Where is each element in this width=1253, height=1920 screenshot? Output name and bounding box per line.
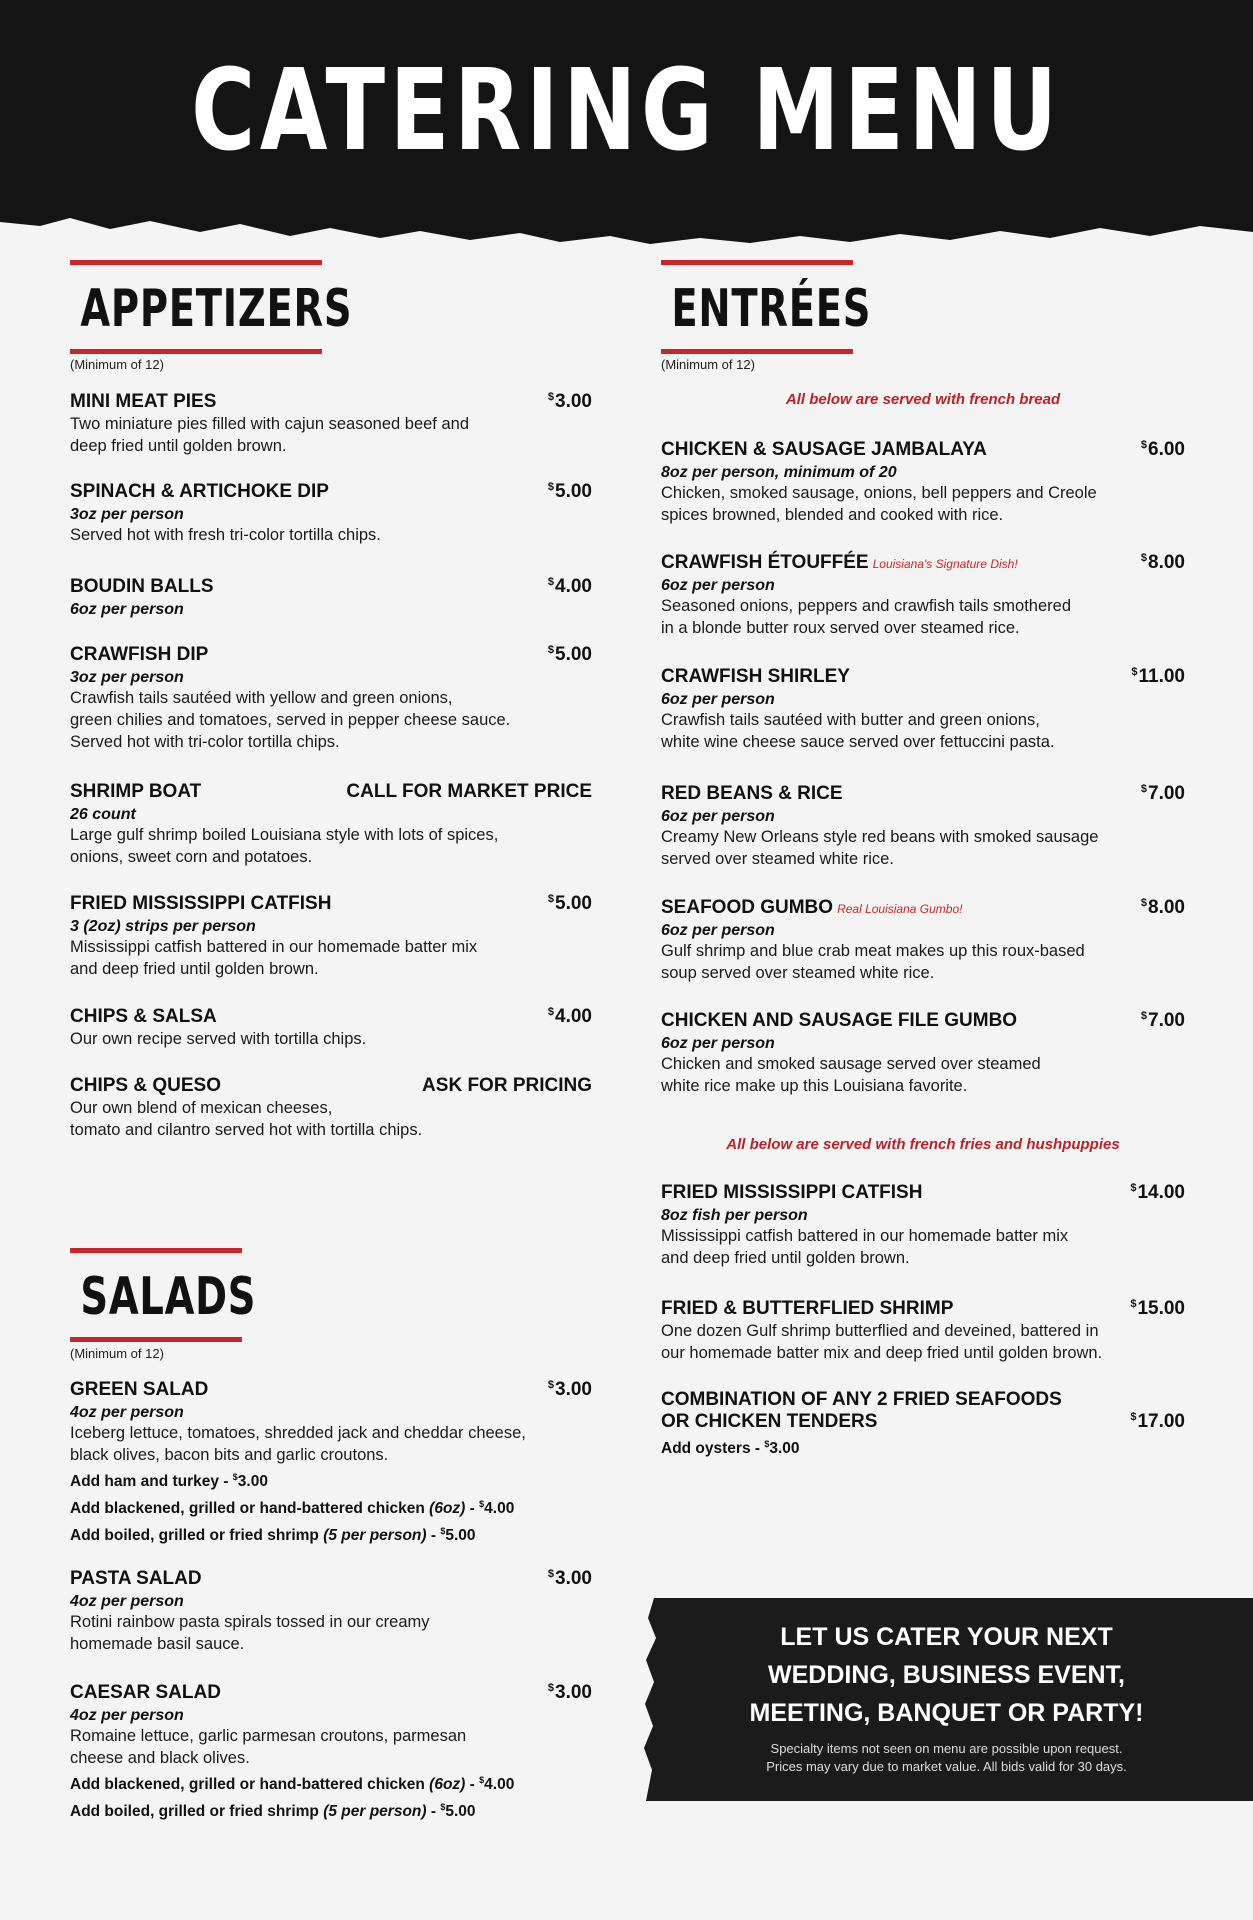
item-price [548, 644, 592, 666]
item-row [70, 481, 592, 503]
item-price [1130, 1411, 1185, 1433]
item-price-text: CALL FOR MARKET PRICE [346, 781, 592, 802]
currency-symbol: $ [547, 391, 555, 403]
price-value: 8.00 [1148, 897, 1185, 918]
item-title [661, 783, 843, 805]
currency-symbol: $ [1140, 1010, 1148, 1022]
item-description-line: onions, sweet corn and potatoes. [70, 848, 313, 866]
addon-price: 3.00 [769, 1440, 800, 1457]
currency-symbol: $ [764, 1439, 770, 1449]
addon-portion: (5 per person) [323, 1527, 427, 1544]
item-description-line: in a blonde butter roux served over steamed rice. [661, 619, 1020, 637]
item-portion: 26 count [70, 806, 136, 823]
item-row [661, 1182, 1185, 1204]
price-value: 4.00 [555, 576, 592, 597]
item-title [70, 481, 329, 503]
currency-symbol: $ [1130, 1298, 1137, 1310]
promo-line-2: WEDDING, BUSINESS EVENT, [768, 1661, 1125, 1689]
item-description-line: cheese and black olives. [70, 1749, 250, 1767]
salads-heading: SALADS [70, 1248, 242, 1342]
addon-text: Add blackened, grilled or hand-battered chicken [70, 1500, 430, 1517]
item-name: FRIED MISSISSIPPI CATFISH [661, 1182, 923, 1203]
item-row [70, 391, 592, 413]
currency-symbol: $ [232, 1472, 238, 1482]
menu-item [661, 1010, 1185, 1097]
addon-text: Add ham and turkey - [70, 1473, 233, 1490]
item-name: RED BEANS & RICE [661, 783, 843, 804]
price-value: 3.00 [555, 1682, 592, 1703]
currency-symbol: $ [1130, 1182, 1137, 1194]
appetizers-minimum: (Minimum of 12) [70, 357, 164, 372]
item-name: SEAFOOD GUMBO [661, 897, 834, 918]
item-row [70, 1006, 592, 1028]
currency-symbol: $ [1130, 1411, 1137, 1423]
addon-text: Add boiled, grilled or fried shrimp [70, 1803, 324, 1820]
currency-symbol: $ [547, 1379, 555, 1391]
menu-item [70, 1075, 592, 1141]
item-price [1130, 1298, 1185, 1320]
item-row [70, 644, 592, 666]
menu-item [70, 576, 592, 619]
item-price [548, 576, 592, 598]
item-name: FRIED MISSISSIPPI CATFISH [70, 893, 332, 914]
item-title [661, 1182, 922, 1204]
item-row [70, 1682, 592, 1704]
item-description-line: Romaine lettuce, garlic parmesan croutons, parmesan [70, 1727, 467, 1745]
item-description-line: Large gulf shrimp boiled Louisiana style with lots of spices, [70, 826, 499, 844]
salads-minimum: (Minimum of 12) [70, 1346, 164, 1361]
item-title [661, 1389, 1062, 1433]
item-name: CAESAR SALAD [70, 1682, 221, 1703]
catering-promo-box [640, 1598, 1253, 1801]
item-row [661, 666, 1185, 688]
item-portion: 6oz per person [661, 808, 775, 825]
item-price [548, 391, 592, 413]
addon-price: 4.00 [484, 1776, 515, 1793]
currency-symbol: $ [1140, 897, 1148, 909]
currency-symbol: $ [479, 1499, 485, 1509]
addon-portion: (6oz) [429, 1776, 466, 1793]
currency-symbol: $ [547, 1568, 555, 1580]
item-title [70, 1075, 221, 1097]
item-portion: 4oz per person [70, 1404, 184, 1421]
price-value: 8.00 [1148, 552, 1185, 573]
item-description-line: our homemade batter mix and deep fried until golden brown. [661, 1344, 1103, 1362]
price-value: 14.00 [1137, 1182, 1185, 1203]
item-row [70, 781, 592, 803]
item-addon [70, 1520, 592, 1547]
currency-symbol: $ [547, 481, 555, 493]
price-value: 6.00 [1148, 439, 1185, 460]
menu-item [70, 781, 592, 868]
item-portion: 6oz per person [661, 922, 775, 939]
item-description-line: black olives, bacon bits and garlic croutons. [70, 1446, 389, 1464]
item-row [661, 1298, 1185, 1320]
item-description-line: Crawfish tails sautéed with yellow and green onions, [70, 689, 453, 707]
item-row [661, 439, 1185, 461]
addon-portion: (5 per person) [323, 1803, 427, 1820]
item-title [70, 893, 331, 915]
currency-symbol: $ [547, 1682, 555, 1694]
addon-separator: - [465, 1500, 480, 1517]
addon-separator: - [426, 1527, 441, 1544]
item-description-line: Rotini rainbow pasta spirals tossed in our creamy [70, 1613, 430, 1631]
addon-text: Add boiled, grilled or fried shrimp [70, 1527, 324, 1544]
item-name: CRAWFISH SHIRLEY [661, 666, 850, 687]
item-row [70, 576, 592, 598]
menu-item [661, 1389, 1185, 1460]
price-value: 3.00 [555, 391, 592, 412]
promo-line-3: MEETING, BANQUET OR PARTY! [749, 1699, 1144, 1727]
item-title [70, 1006, 217, 1028]
left-column [70, 0, 592, 1920]
currency-symbol: $ [547, 1006, 555, 1018]
item-description-line: Served hot with fresh tri-color tortilla chips. [70, 526, 381, 544]
promo-line-1: LET US CATER YOUR NEXT [780, 1623, 1113, 1651]
item-title [70, 781, 201, 803]
addon-text: Add blackened, grilled or hand-battered chicken [70, 1776, 430, 1793]
item-name: CRAWFISH DIP [70, 644, 209, 665]
item-name-line2: OR CHICKEN TENDERS [661, 1411, 878, 1432]
item-price [1141, 783, 1185, 805]
item-price [548, 1379, 592, 1401]
item-portion: 3oz per person [70, 506, 184, 523]
item-addon [70, 1769, 592, 1796]
price-value: 17.00 [1137, 1411, 1185, 1432]
menu-item [661, 666, 1185, 753]
item-title [661, 666, 850, 688]
item-row [661, 1010, 1185, 1032]
currency-symbol: $ [479, 1775, 485, 1785]
menu-item [70, 1379, 592, 1547]
item-name: FRIED & BUTTERFLIED SHRIMP [661, 1298, 954, 1319]
item-price [548, 1006, 592, 1028]
item-price [1141, 897, 1185, 919]
item-description-line: served over steamed white rice. [661, 850, 894, 868]
menu-item [70, 1568, 592, 1655]
item-description-line: soup served over steamed white rice. [661, 964, 935, 982]
price-value: 15.00 [1137, 1298, 1185, 1319]
item-name: CHICKEN AND SAUSAGE FILE GUMBO [661, 1010, 1018, 1031]
item-price [1141, 439, 1185, 461]
item-row [661, 1389, 1185, 1433]
item-portion: 4oz per person [70, 1593, 184, 1610]
item-description-line: Iceberg lettuce, tomatoes, shredded jack and cheddar cheese, [70, 1424, 526, 1442]
item-price [548, 1682, 592, 1704]
addon-separator: - [426, 1803, 441, 1820]
promo-small-2: Prices may vary due to market value. All bids valid for 30 days. [766, 1759, 1127, 1774]
item-portion: 6oz per person [661, 691, 775, 708]
item-title [661, 897, 962, 919]
item-addon [661, 1433, 1185, 1460]
item-name: SPINACH & ARTICHOKE DIP [70, 481, 329, 502]
addon-price: 5.00 [445, 1527, 476, 1544]
item-description-line: Our own blend of mexican cheeses, [70, 1099, 333, 1117]
right-column [661, 0, 1185, 1600]
appetizers-heading: APPETIZERS [70, 260, 322, 354]
item-portion: 6oz per person [661, 1035, 775, 1052]
item-row [661, 783, 1185, 805]
item-name: CHIPS & QUESO [70, 1075, 221, 1096]
item-price [1131, 666, 1185, 688]
item-portion: 4oz per person [70, 1707, 184, 1724]
item-name: BOUDIN BALLS [70, 576, 214, 597]
item-description-line: spices browned, blended and cooked with rice. [661, 506, 1004, 524]
item-description-line: Gulf shrimp and blue crab meat makes up this roux-based [661, 942, 1085, 960]
entrees-note-fries: All below are served with french fries and hushpuppies [726, 1136, 1120, 1153]
item-description-line: and deep fried until golden brown. [70, 960, 319, 978]
addon-price: 4.00 [484, 1500, 515, 1517]
currency-symbol: $ [1131, 666, 1138, 678]
price-value: 4.00 [555, 1006, 592, 1027]
item-description-line: homemade basil sauce. [70, 1635, 245, 1653]
item-price [548, 481, 592, 503]
item-title [661, 552, 1018, 574]
item-name: CHIPS & SALSA [70, 1006, 217, 1027]
addon-portion: (6oz) [429, 1500, 466, 1517]
currency-symbol: $ [440, 1526, 446, 1536]
currency-symbol: $ [440, 1802, 446, 1812]
item-description-line: and deep fried until golden brown. [661, 1249, 910, 1267]
item-description-line: Chicken, smoked sausage, onions, bell peppers and Creole [661, 484, 1097, 502]
menu-item [661, 439, 1185, 526]
item-price [548, 1568, 592, 1590]
item-title [661, 1298, 953, 1320]
price-value: 11.00 [1138, 666, 1185, 687]
currency-symbol: $ [547, 644, 555, 656]
menu-item [70, 481, 592, 546]
item-portion: 8oz fish per person [661, 1207, 808, 1224]
item-addon [70, 1466, 592, 1493]
item-row [661, 552, 1185, 574]
menu-item [70, 391, 592, 457]
item-price [1141, 1010, 1185, 1032]
menu-item [661, 1182, 1185, 1269]
item-price [1130, 1182, 1185, 1204]
item-title [70, 1568, 202, 1590]
price-value: 7.00 [1148, 783, 1185, 804]
item-description-line: white rice make up this Louisiana favorite. [661, 1077, 968, 1095]
item-description-line: tomato and cilantro served hot with tortilla chips. [70, 1121, 423, 1139]
item-addon [70, 1796, 592, 1823]
item-description-line: Our own recipe served with tortilla chips. [70, 1030, 367, 1048]
item-row [70, 893, 592, 915]
addon-separator: - [465, 1776, 480, 1793]
item-addon [70, 1493, 592, 1520]
item-description-line: Two miniature pies filled with cajun seasoned beef and [70, 415, 469, 433]
addon-price: 3.00 [237, 1473, 268, 1490]
item-title [661, 439, 987, 461]
item-title [70, 1379, 208, 1401]
item-description-line: Chicken and smoked sausage served over steamed [661, 1055, 1041, 1073]
item-name: PASTA SALAD [70, 1568, 202, 1589]
currency-symbol: $ [1140, 552, 1148, 564]
item-description-line: Mississippi catfish battered in our homemade batter mix [661, 1227, 1069, 1245]
item-title [661, 1010, 1017, 1032]
item-name: SHRIMP BOAT [70, 781, 202, 802]
item-title [70, 1682, 221, 1704]
menu-item [70, 1682, 592, 1823]
item-portion: 8oz per person, minimum of 20 [661, 464, 897, 481]
entrees-minimum: (Minimum of 12) [661, 357, 755, 372]
menu-item [70, 644, 592, 753]
item-row [70, 1075, 592, 1097]
menu-item [661, 1298, 1185, 1364]
item-tagline: Louisiana's Signature Dish! [872, 557, 1018, 571]
item-description-line: deep fried until golden brown. [70, 437, 287, 455]
price-value: 7.00 [1148, 1010, 1185, 1031]
price-value: 5.00 [555, 481, 592, 502]
price-value: 3.00 [555, 1568, 592, 1589]
price-value: 5.00 [555, 893, 592, 914]
addon-price: 5.00 [445, 1803, 476, 1820]
page-title: CATERING MENU [191, 46, 1062, 176]
item-title [70, 576, 214, 598]
price-value: 3.00 [555, 1379, 592, 1400]
item-row [70, 1379, 592, 1401]
menu-item [661, 552, 1185, 639]
menu-item [661, 783, 1185, 870]
item-name: MINI MEAT PIES [70, 391, 217, 412]
entrees-heading: ENTRÉES [661, 260, 853, 354]
item-description-line: Seasoned onions, peppers and crawfish tails smothered [661, 597, 1071, 615]
item-row [661, 897, 1185, 919]
addon-text: Add oysters - [661, 1440, 765, 1457]
item-description-line: Mississippi catfish battered in our homemade batter mix [70, 938, 478, 956]
item-portion: 3oz per person [70, 669, 184, 686]
item-tagline: Real Louisiana Gumbo! [837, 902, 963, 916]
item-description-line: One dozen Gulf shrimp butterflied and deveined, battered in [661, 1322, 1099, 1340]
item-description-line: Served hot with tri-color tortilla chips. [70, 733, 340, 751]
item-description-line: white wine cheese sauce served over fettuccini pasta. [661, 733, 1055, 751]
item-title [70, 391, 216, 413]
currency-symbol: $ [1140, 439, 1148, 451]
item-price [1141, 552, 1185, 574]
item-description-line: Creamy New Orleans style red beans with smoked sausage [661, 828, 1099, 846]
promo-small-1: Specialty items not seen on menu are possible upon request. [770, 1741, 1123, 1756]
menu-item [70, 1006, 592, 1050]
item-portion: 6oz per person [70, 601, 184, 618]
price-value: 5.00 [555, 644, 592, 665]
item-portion: 3 (2oz) strips per person [70, 918, 256, 935]
currency-symbol: $ [1140, 783, 1148, 795]
item-portion: 6oz per person [661, 577, 775, 594]
menu-item [70, 893, 592, 980]
item-description-line: Crawfish tails sautéed with butter and green onions, [661, 711, 1040, 729]
entrees-note-bread: All below are served with french bread [785, 391, 1061, 408]
currency-symbol: $ [547, 893, 555, 905]
item-name: CRAWFISH ÉTOUFFÉE [661, 552, 869, 573]
item-price [548, 893, 592, 915]
currency-symbol: $ [547, 576, 555, 588]
item-name: CHICKEN & SAUSAGE JAMBALAYA [661, 439, 987, 460]
item-name: COMBINATION OF ANY 2 FRIED SEAFOODS [661, 1389, 1062, 1410]
item-name: GREEN SALAD [70, 1379, 209, 1400]
item-title [70, 644, 208, 666]
item-row [70, 1568, 592, 1590]
menu-item [661, 897, 1185, 984]
item-description-line: green chilies and tomatoes, served in pepper cheese sauce. [70, 711, 511, 729]
item-price-text: ASK FOR PRICING [422, 1075, 592, 1096]
